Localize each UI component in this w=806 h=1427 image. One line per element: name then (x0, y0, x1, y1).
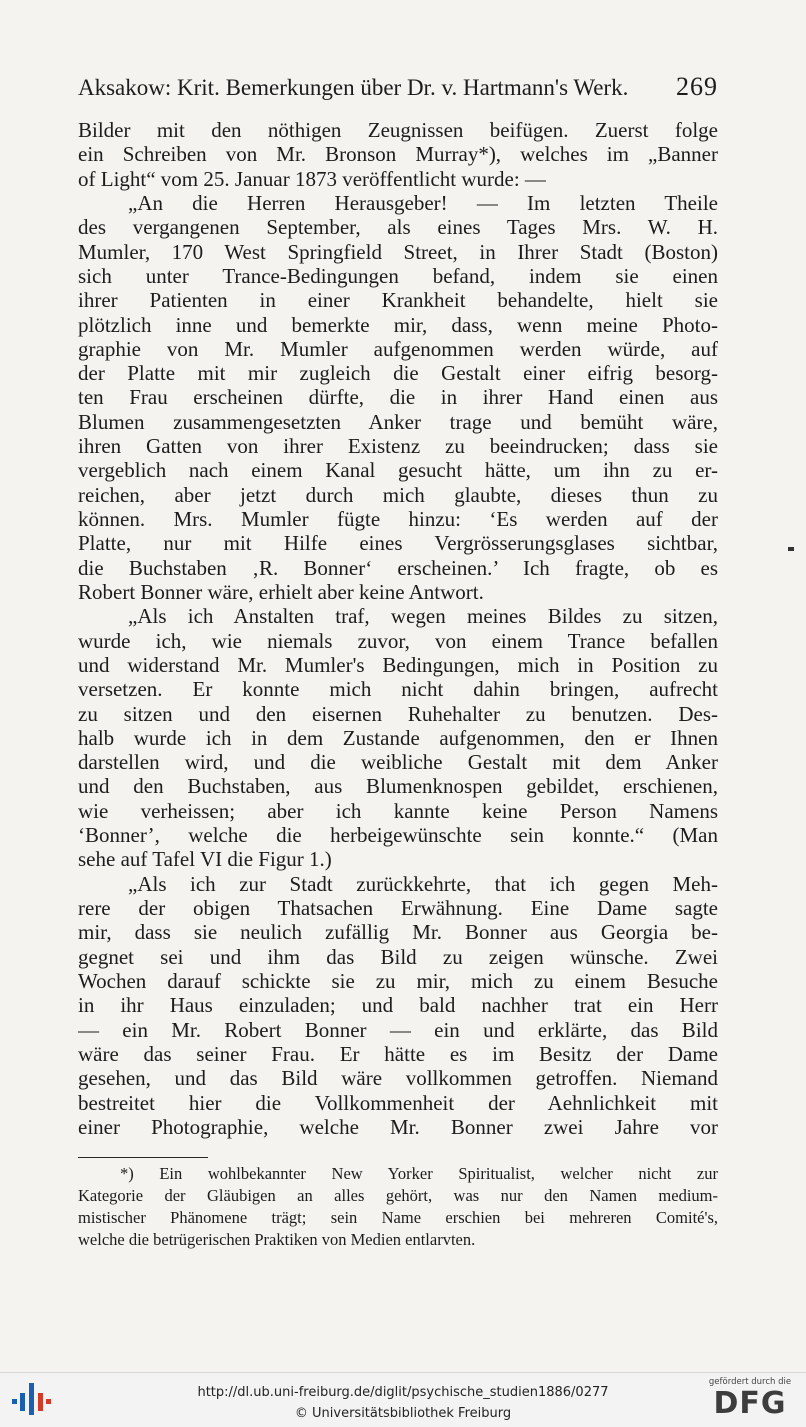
text-line: vergeblich nach einem Kanal gesucht hätte, um ihn zu er- (78, 458, 718, 483)
text-line: of Light“ vom 25. Januar 1873 veröffentlicht wurde: — (78, 166, 546, 191)
text-line: Blumen zusammengesetzten Anker trage und bemüht wäre, (78, 409, 718, 434)
footnote-line: *) Ein wohlbekannter New Yorker Spiritualist, welcher nicht zur (120, 1164, 718, 1183)
text-line: einer Photographie, welche Mr. Bonner zwei Jahre vor (78, 1114, 718, 1139)
text-line: können. Mrs. Mumler fügte hinzu: ‘Es werden auf der (78, 507, 718, 531)
text-line: und widerstand Mr. Mumler's Bedingungen, mich in Position zu (78, 652, 718, 677)
footnote-rule (78, 1157, 208, 1158)
text-line: und den Buchstaben, aus Blumenknospen gebildet, erschienen, (78, 774, 718, 799)
text-line: ‘Bonner’, welche die herbeigewünschte sein konnte.“ (Man (78, 823, 718, 848)
text-line: „Als ich Anstalten traf, wegen meines Bildes zu sitzen, (128, 604, 718, 629)
text-line: reichen, aber jetzt durch mich glaubte, dieses thun zu (78, 482, 718, 507)
running-header (78, 72, 718, 102)
dfg-logo[interactable] (700, 1377, 800, 1423)
text-line: darstellen wird, und die weibliche Gestalt mit dem Anker (78, 750, 718, 775)
viewer-footer (0, 1372, 806, 1427)
text-line: wie verheissen; aber ich kannte keine Person Namens (78, 798, 718, 823)
text-line: — ein Mr. Robert Bonner — ein und erklärte, das Bild (78, 1017, 718, 1042)
text-line: wurde ich, wie niemals zuvor, von einem Trance befallen (78, 628, 718, 653)
text-line: ihren Gatten von ihrer Existenz zu beeindrucken; dass sie (78, 434, 718, 459)
footnote-line: Kategorie der Gläubigen an alles gehört, was nur den Namen medium- (78, 1186, 718, 1205)
text-line: gesehen, und das Bild wäre vollkommen getroffen. Niemand (78, 1066, 718, 1091)
text-line: „An die Herren Herausgeber! — Im letzten Theile (128, 190, 718, 215)
page-url-link[interactable]: http://dl.ub.uni-freiburg.de/diglit/psychische_studien1886/0277 (197, 1385, 609, 1400)
text-line: Bilder mit den nöthigen Zeugnissen beifügen. Zuerst folge (78, 118, 718, 142)
text-line: ihrer Patienten in einer Krankheit behandelte, hielt sie (78, 288, 718, 313)
text-line: versetzen. Er konnte mich nicht dahin bringen, aufrecht (78, 677, 718, 702)
dfg-logo-text: DFG (713, 1386, 787, 1421)
text-line: der Platte mit mir zugleich die Gestalt einer eifrig besorg- (78, 361, 718, 386)
text-line: rere der obigen Thatsachen Erwähnung. Eine Dame sagte (78, 896, 718, 920)
text-line: die Buchstaben ‚R. Bonner‘ erscheinen.’ Ich fragte, ob es (78, 555, 718, 580)
text-line: Platte, nur mit Hilfe eines Vergrösserungsglases sichtbar, (78, 531, 718, 556)
dfg-caption: gefördert durch die (708, 1377, 792, 1387)
text-line: Mumler, 170 West Springfield Street, in Ihrer Stadt (Boston) (78, 239, 718, 264)
text-line: zu sitzen und den eisernen Ruhehalter zu benutzen. Des- (78, 701, 718, 726)
text-line: bestreitet hier die Vollkommenheit der Aehnlichkeit mit (78, 1090, 718, 1115)
text-line: wäre das seiner Frau. Er hätte es im Besitz der Dame (78, 1041, 718, 1066)
footnote-line: mistischer Phänomene trägt; sein Name erschien bei mehreren Comité's, (78, 1208, 718, 1227)
text-line: graphie von Mr. Mumler aufgenommen werden würde, auf (78, 336, 718, 361)
text-line: plötzlich inne und bemerkte mir, dass, wenn meine Photo- (78, 312, 718, 337)
text-line: in ihr Haus einzuladen; und bald nachher trat ein Herr (78, 993, 718, 1018)
text-line: Wochen darauf schickte sie zu mir, mich zu einem Besuche (78, 968, 718, 993)
text-line: des vergangenen September, als eines Tages Mrs. W. H. (78, 215, 718, 240)
text-line: halb wurde ich in dem Zustande aufgenommen, den er Ihnen (78, 725, 718, 750)
text-line: mir, dass sie neulich zufällig Mr. Bonner aus Georgia be- (78, 920, 718, 945)
text-line: ten Frau erscheinen dürfte, die in ihrer Hand einen aus (78, 385, 718, 410)
running-title: Aksakow: Krit. Bemerkungen über Dr. v. Hartmann's Werk. (78, 75, 629, 100)
copyright-text: © Universitätsbibliothek Freiburg (294, 1406, 512, 1421)
text-line: gegnet sei und ihm das Bild zu zeigen wünsche. Zwei (78, 944, 718, 969)
page-number: 269 (676, 72, 718, 101)
footnotes (78, 1163, 718, 1251)
text-line: Robert Bonner wäre, erhielt aber keine Antwort. (78, 579, 484, 604)
margin-mark (788, 547, 794, 551)
text-line: sich unter Trance-Bedingungen befand, indem sie einen (78, 263, 718, 288)
text-line: ein Schreiben von Mr. Bronson Murray*), welches im „Banner (78, 142, 718, 167)
text-line: sehe auf Tafel VI die Figur 1.) (78, 847, 332, 872)
footnote-line: welche die betrügerischen Praktiken von Medien entlarvten. (78, 1230, 476, 1249)
text-line: „Als ich zur Stadt zurückkehrte, that ich gegen Meh- (128, 871, 718, 896)
body-text (78, 118, 718, 1139)
